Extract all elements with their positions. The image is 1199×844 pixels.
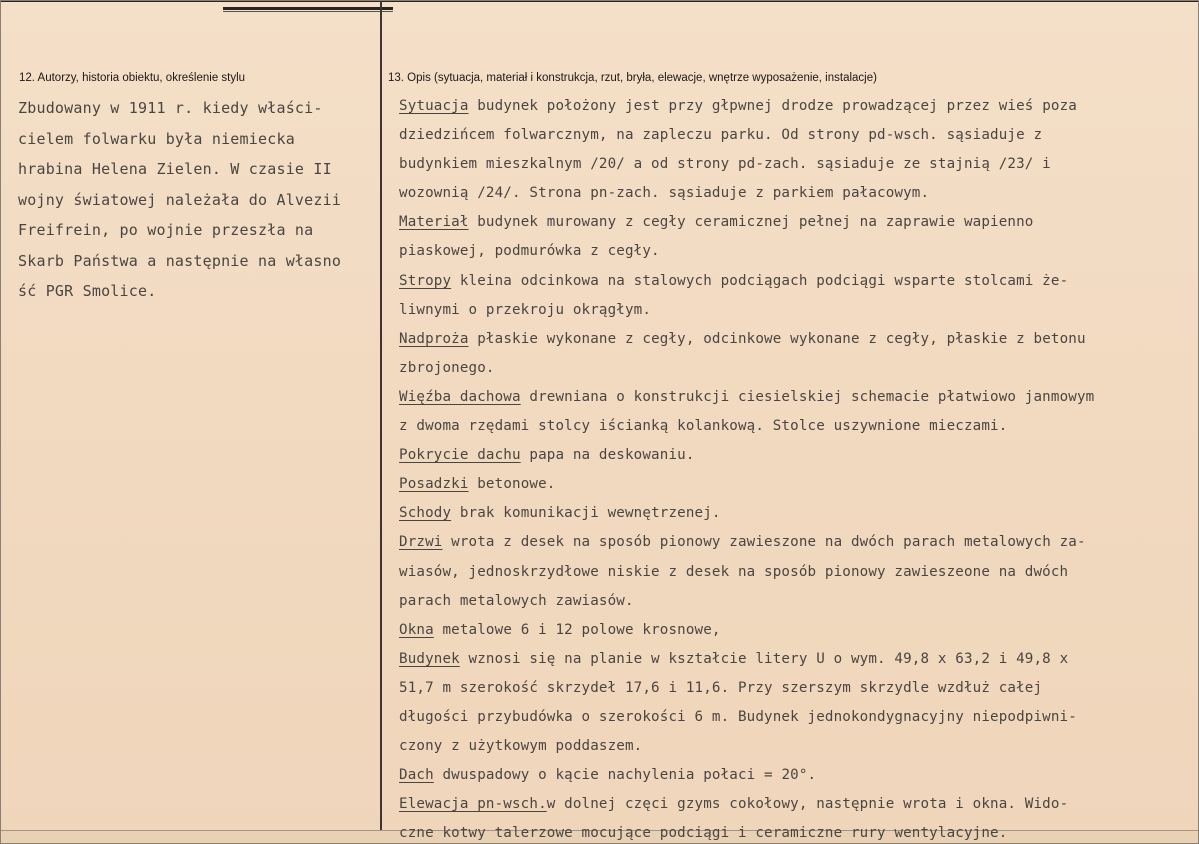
description-text-line — [399, 616, 1199, 645]
section-keyword: Stropy — [399, 272, 452, 289]
history-text-line: wojny światowej należała do Alvezii — [18, 190, 342, 209]
description-text: piaskowej, podmurówka z cegły. — [399, 243, 660, 260]
section-13-body — [399, 92, 1199, 844]
section-keyword: Okna — [399, 621, 434, 638]
history-text-line: hrabina Helena Zielen. W czasie II — [18, 160, 332, 178]
description-text-line — [399, 645, 1199, 674]
description-text: dziedzińcem folwarcznym, na zapleczu parku. Od strony pd-wsch. sąsiaduje z — [399, 127, 1043, 144]
description-text: wozownią /24/. Strona pn-zach. sąsiaduje z parkiem pałacowym. — [399, 185, 930, 202]
history-text-line: Zbudowany w 1911 r. kiedy właści- — [18, 99, 323, 117]
description-text: betonowe. — [468, 476, 556, 493]
description-text: budynek położony jest przy głpwnej drodze prowadzącej przez wieś poza — [468, 98, 1077, 114]
description-text-line — [399, 237, 1199, 266]
description-text: czne kotwy talerzowe mocujące podciągi i ceramiczne rury wentylacyjne. — [399, 825, 1008, 842]
column-divider — [380, 1, 382, 833]
description-text: wznosi się na planie w kształcie litery U o wym. 49,8 x 63,2 i 49,8 x — [459, 650, 1069, 667]
section-keyword: Schody — [399, 505, 452, 522]
description-text: płaskie wykonane z cegły, odcinkowe wykonane z cegły, płaskie z betonu — [468, 330, 1086, 347]
description-text: brak komunikacji wewnętrzenej. — [451, 505, 721, 522]
section-keyword: Drzwi — [399, 534, 443, 551]
description-text: w dolnej częci gzyms cokołowy, następnie wrota i okna. Wido- — [546, 796, 1069, 813]
description-text-line — [399, 325, 1199, 354]
section-keyword: Dach — [399, 767, 434, 784]
description-text: budynkiem mieszkalnym /20/ a od strony pd-zach. sąsiaduje ze stajnią /23/ i — [399, 156, 1051, 173]
section-keyword: Nadproża — [399, 330, 469, 347]
description-text-line — [399, 499, 1199, 528]
section-keyword: Sytuacja — [399, 98, 469, 114]
top-rule-mark — [223, 7, 393, 10]
description-text: czony z użytkowym poddaszem. — [399, 738, 643, 755]
top-border — [1, 1, 1199, 2]
section-13-header: 13. Opis (sytuacja, materiał i konstrukcja, rzut, bryła, elewacje, wnętrze wyposażenie, instalacje) — [388, 72, 877, 84]
description-text: z dwoma rzędami stolcy iścianką kolankową. Stolce uszywnione mieczami. — [399, 418, 1008, 435]
description-text: długości przybudówka o szerokości 6 m. Budynek jednokondygnacyjny niepodpiwni- — [399, 708, 1077, 725]
description-text-line — [399, 296, 1199, 325]
section-12-header: 12. Autorzy, historia obiektu, określenie stylu — [19, 72, 246, 84]
description-text-line — [399, 790, 1199, 819]
top-rule-mark-thin — [223, 11, 393, 12]
description-text-line — [399, 121, 1199, 150]
description-text-line — [399, 179, 1199, 208]
description-text-line — [399, 412, 1199, 441]
history-text-line: ść PGR Smolice. — [18, 282, 157, 300]
description-text-line — [399, 703, 1199, 732]
description-text: kleina odcinkowa na stalowych podciągach podciągi wsparte stolcami że- — [451, 272, 1069, 289]
section-keyword: Materiał — [399, 214, 469, 231]
description-text: wiasów, jednoskrzydłowe niskie z desek na sposób pionowy zawieszeone na dwóch — [399, 563, 1069, 580]
description-text-line — [399, 441, 1199, 470]
section-keyword: Więźba dachowa — [399, 388, 521, 405]
description-text: wrota z desek na sposób pionowy zawieszone na dwóch parach metalowych za- — [442, 534, 1086, 551]
section-12-body — [18, 93, 376, 307]
description-text-line — [399, 150, 1199, 179]
description-text-line — [399, 383, 1199, 412]
section-keyword: Elewacja pn-wsch. — [399, 796, 547, 813]
description-text-line — [399, 587, 1199, 616]
description-text: papa na deskowaniu. — [520, 447, 695, 464]
description-text: budynek murowany z cegły ceramicznej pełnej na zaprawie wapienno — [468, 214, 1034, 231]
section-keyword: Pokrycie dachu — [399, 447, 521, 464]
description-text-line — [399, 732, 1199, 761]
description-text: metalowe 6 i 12 polowe krosnowe, — [433, 621, 721, 638]
description-text-line — [399, 267, 1199, 296]
description-text: zbrojonego. — [399, 359, 495, 376]
description-text-line — [399, 528, 1199, 557]
history-text-line: cielem folwarku była niemiecka — [18, 129, 295, 148]
section-keyword: Budynek — [399, 650, 460, 667]
description-text-line — [399, 208, 1199, 237]
description-text-line — [399, 558, 1199, 587]
description-text-line — [399, 674, 1199, 703]
description-text: dwuspadowy o kącie nachylenia połaci = 20°. — [433, 767, 817, 784]
description-text: 51,7 m szerokość skrzydeł 17,6 i 11,6. Przy szerszym skrzydle wzdłuż całej — [399, 679, 1043, 696]
history-text-line: Freifrein, po wojnie przeszła na — [18, 221, 314, 239]
description-text-line — [399, 354, 1199, 383]
description-text-line — [399, 819, 1199, 844]
section-keyword: Posadzki — [399, 476, 469, 493]
description-text: drewniana o konstrukcji ciesielskiej schemacie płatwiowo janmowym — [520, 388, 1095, 405]
description-text: parach metalowych zawiasów. — [399, 592, 634, 609]
description-text: liwnymi o przekroju okrągłym. — [399, 301, 652, 318]
description-text-line — [399, 470, 1199, 499]
description-text-line — [399, 92, 1199, 121]
description-text-line — [399, 761, 1199, 790]
history-text-line: Skarb Państwa a następnie na własno — [18, 251, 342, 270]
